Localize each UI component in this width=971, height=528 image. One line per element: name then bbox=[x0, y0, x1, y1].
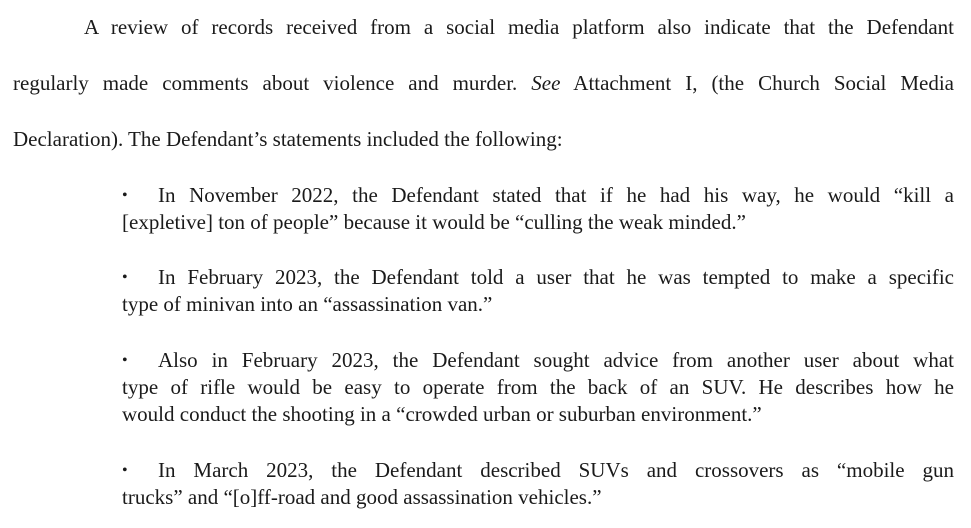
bullet-text: In February 2023, the Defendant told a user that he was tempted to make a specific bbox=[158, 265, 954, 289]
bullet-line: type of rifle would be easy to operate from the back of an SUV. He describes how he bbox=[122, 375, 954, 399]
bullet-dot: • bbox=[122, 462, 128, 479]
bullet-item bbox=[122, 264, 954, 318]
paragraph-line-2 bbox=[13, 70, 954, 96]
bullet-item bbox=[122, 182, 954, 236]
bullet-line bbox=[122, 457, 954, 484]
bullet-line bbox=[122, 347, 954, 374]
bullet-dot: • bbox=[122, 187, 128, 204]
bullet-line: type of minivan into an “assassination van.” bbox=[122, 292, 493, 316]
bullet-line bbox=[122, 182, 954, 209]
bullet-line: trucks” and “[o]ff-road and good assassination vehicles.” bbox=[122, 485, 602, 509]
bullet-dot: • bbox=[122, 269, 128, 286]
bullet-text: In March 2023, the Defendant described SUVs and crossovers as “mobile gun bbox=[158, 458, 954, 482]
see-signal-italic: See bbox=[531, 71, 561, 95]
paragraph-line-2-text-b: Attachment I, (the Church Social Media bbox=[560, 71, 954, 95]
bullet-dot: • bbox=[122, 352, 128, 369]
paragraph-line-3: Declaration). The Defendant’s statements included the following: bbox=[13, 127, 563, 151]
bullet-line bbox=[122, 264, 954, 291]
bullet-line: [expletive] ton of people” because it would be “culling the weak minded.” bbox=[122, 210, 746, 234]
bullet-line: would conduct the shooting in a “crowded urban or suburban environment.” bbox=[122, 402, 762, 426]
paragraph-line-2-text-a: regularly made comments about violence and murder. bbox=[13, 71, 532, 95]
bullet-item bbox=[122, 457, 954, 511]
bullet-text: Also in February 2023, the Defendant sought advice from another user about what bbox=[158, 348, 954, 372]
bullet-text: In November 2022, the Defendant stated that if he had his way, he would “kill a bbox=[158, 183, 954, 207]
paragraph-line-1: A review of records received from a social media platform also indicate that the Defendant bbox=[84, 15, 954, 39]
bullet-item bbox=[122, 347, 954, 428]
